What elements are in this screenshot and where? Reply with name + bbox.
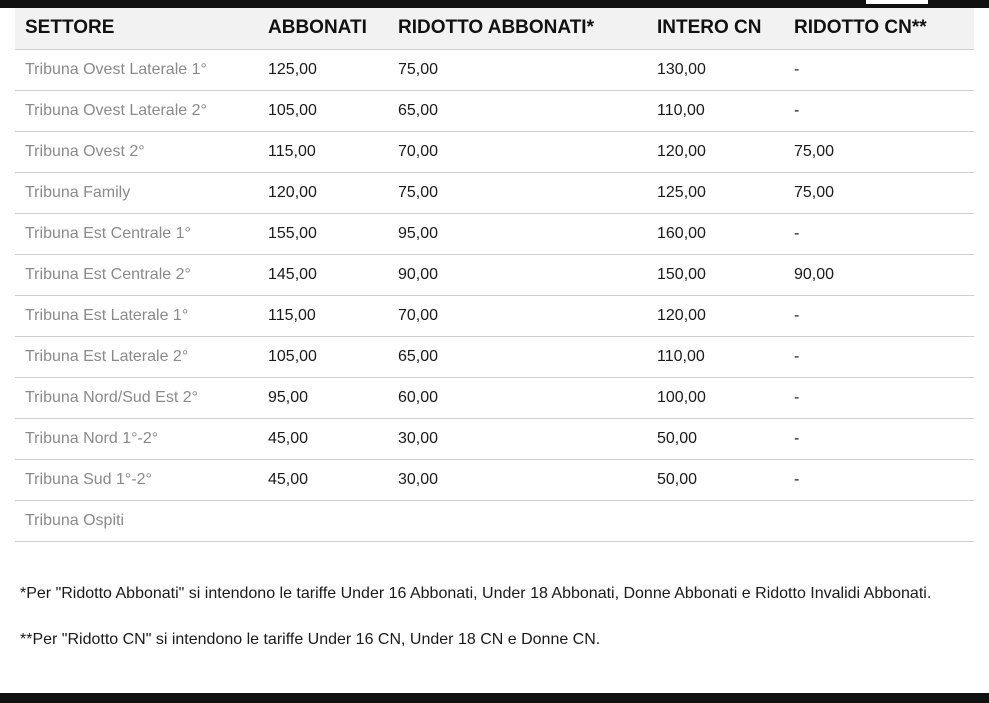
cell-ridotto-cn: - bbox=[784, 295, 974, 336]
cell-settore: Tribuna Est Laterale 1° bbox=[15, 295, 258, 336]
cell-ridotto-cn: - bbox=[784, 459, 974, 500]
cell-abbonati bbox=[258, 500, 388, 541]
cell-ridotto-cn: - bbox=[784, 377, 974, 418]
cell-ridotto-abbonati: 90,00 bbox=[388, 254, 647, 295]
table-row bbox=[15, 49, 974, 90]
footnote-ridotto-abbonati: *Per "Ridotto Abbonati" si intendono le tariffe Under 16 Abbonati, Under 18 Abbonati, Donne Abbonati e Ridotto Invalidi Abbonati. bbox=[20, 585, 932, 602]
cell-ridotto-cn: - bbox=[784, 49, 974, 90]
table-row bbox=[15, 336, 974, 377]
cell-settore: Tribuna Ovest Laterale 2° bbox=[15, 90, 258, 131]
footnote-ridotto-cn: **Per "Ridotto CN" si intendono le tariffe Under 16 CN, Under 18 CN e Donne CN. bbox=[20, 631, 601, 648]
cell-abbonati: 115,00 bbox=[258, 131, 388, 172]
cell-intero-cn: 110,00 bbox=[647, 336, 784, 377]
cell-abbonati: 145,00 bbox=[258, 254, 388, 295]
header-row bbox=[15, 8, 974, 49]
cell-ridotto-abbonati: 60,00 bbox=[388, 377, 647, 418]
header-intero-cn: INTERO CN bbox=[647, 8, 784, 49]
header-ridotto-cn: RIDOTTO CN** bbox=[784, 8, 974, 49]
cell-ridotto-abbonati: 70,00 bbox=[388, 131, 647, 172]
table-header bbox=[15, 8, 974, 49]
table-row bbox=[15, 295, 974, 336]
cell-abbonati: 155,00 bbox=[258, 213, 388, 254]
cell-settore: Tribuna Est Laterale 2° bbox=[15, 336, 258, 377]
cell-intero-cn: 130,00 bbox=[647, 49, 784, 90]
bottom-border bbox=[0, 693, 989, 703]
cell-settore: Tribuna Nord 1°-2° bbox=[15, 418, 258, 459]
table-row bbox=[15, 459, 974, 500]
table-row bbox=[15, 254, 974, 295]
table-row bbox=[15, 131, 974, 172]
cell-intero-cn bbox=[647, 500, 784, 541]
table-row bbox=[15, 418, 974, 459]
cell-intero-cn: 125,00 bbox=[647, 172, 784, 213]
table-body bbox=[15, 49, 974, 541]
table-row bbox=[15, 377, 974, 418]
cell-ridotto-cn bbox=[784, 500, 974, 541]
cell-settore: Tribuna Ovest Laterale 1° bbox=[15, 49, 258, 90]
cell-ridotto-abbonati: 30,00 bbox=[388, 459, 647, 500]
cell-abbonati: 95,00 bbox=[258, 377, 388, 418]
cell-intero-cn: 120,00 bbox=[647, 295, 784, 336]
cell-settore: Tribuna Est Centrale 2° bbox=[15, 254, 258, 295]
price-table bbox=[15, 8, 974, 542]
price-table-container bbox=[15, 8, 974, 542]
cell-ridotto-cn: - bbox=[784, 90, 974, 131]
top-border bbox=[0, 0, 989, 8]
cell-ridotto-cn: 90,00 bbox=[784, 254, 974, 295]
cell-abbonati: 45,00 bbox=[258, 459, 388, 500]
cell-ridotto-abbonati: 70,00 bbox=[388, 295, 647, 336]
cell-settore: Tribuna Nord/Sud Est 2° bbox=[15, 377, 258, 418]
cell-intero-cn: 160,00 bbox=[647, 213, 784, 254]
cell-abbonati: 115,00 bbox=[258, 295, 388, 336]
cell-ridotto-abbonati: 75,00 bbox=[388, 49, 647, 90]
cell-settore: Tribuna Ovest 2° bbox=[15, 131, 258, 172]
cell-abbonati: 105,00 bbox=[258, 90, 388, 131]
header-settore: SETTORE bbox=[15, 8, 258, 49]
cell-ridotto-cn: - bbox=[784, 213, 974, 254]
cell-settore: Tribuna Sud 1°-2° bbox=[15, 459, 258, 500]
cell-ridotto-cn: 75,00 bbox=[784, 172, 974, 213]
cell-intero-cn: 150,00 bbox=[647, 254, 784, 295]
cell-settore: Tribuna Ospiti bbox=[15, 500, 258, 541]
cell-ridotto-cn: - bbox=[784, 336, 974, 377]
cell-intero-cn: 120,00 bbox=[647, 131, 784, 172]
cell-abbonati: 45,00 bbox=[258, 418, 388, 459]
cell-intero-cn: 50,00 bbox=[647, 459, 784, 500]
table-row bbox=[15, 90, 974, 131]
cell-ridotto-cn: 75,00 bbox=[784, 131, 974, 172]
cell-intero-cn: 100,00 bbox=[647, 377, 784, 418]
cell-ridotto-abbonati: 65,00 bbox=[388, 90, 647, 131]
cell-ridotto-abbonati: 65,00 bbox=[388, 336, 647, 377]
cell-abbonati: 105,00 bbox=[258, 336, 388, 377]
cell-settore: Tribuna Est Centrale 1° bbox=[15, 213, 258, 254]
table-row bbox=[15, 172, 974, 213]
table-row bbox=[15, 500, 974, 541]
footnotes bbox=[20, 582, 980, 652]
cell-ridotto-abbonati bbox=[388, 500, 647, 541]
cell-intero-cn: 50,00 bbox=[647, 418, 784, 459]
cell-intero-cn: 110,00 bbox=[647, 90, 784, 131]
cell-settore: Tribuna Family bbox=[15, 172, 258, 213]
top-border-gap bbox=[866, 0, 928, 4]
cell-ridotto-abbonati: 95,00 bbox=[388, 213, 647, 254]
cell-abbonati: 120,00 bbox=[258, 172, 388, 213]
table-row bbox=[15, 213, 974, 254]
cell-ridotto-abbonati: 75,00 bbox=[388, 172, 647, 213]
header-abbonati: ABBONATI bbox=[258, 8, 388, 49]
cell-ridotto-abbonati: 30,00 bbox=[388, 418, 647, 459]
header-ridotto-abbonati: RIDOTTO ABBONATI* bbox=[388, 8, 647, 49]
cell-abbonati: 125,00 bbox=[258, 49, 388, 90]
cell-ridotto-cn: - bbox=[784, 418, 974, 459]
